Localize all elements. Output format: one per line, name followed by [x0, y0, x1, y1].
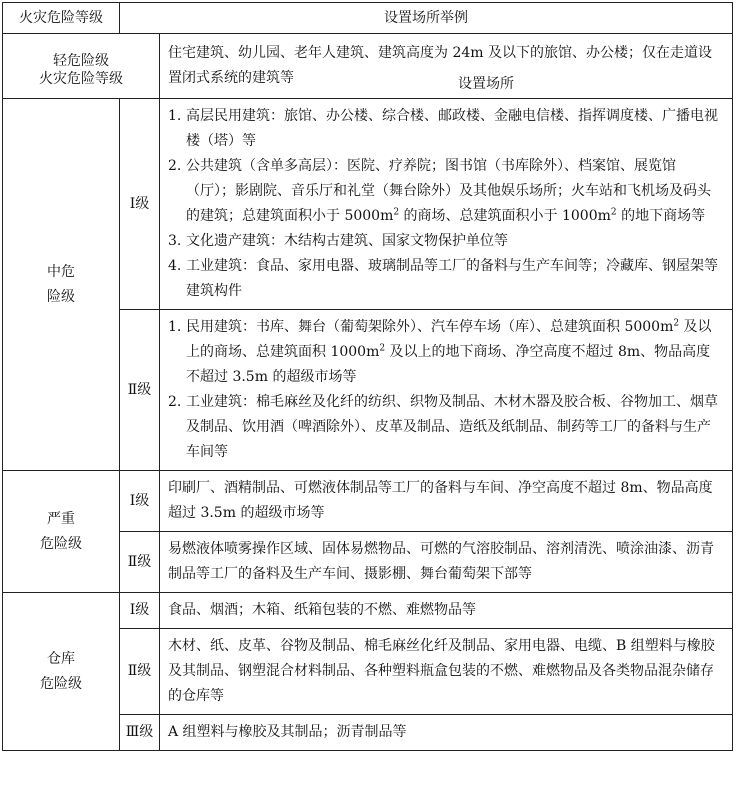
item-text: 工业建筑：棉毛麻丝及化纤的纺织、织物及制品、木材木器及胶合板、谷物加工、烟草及制品、饮用酒（啤酒除外）、皮革及制品、造纸及纸制品、制药等工厂的备料与生产车间等: [186, 394, 718, 460]
medium-grade1-row: [3, 99, 733, 310]
warehouse-grade1-label: Ⅰ级: [120, 593, 160, 629]
warehouse-label-line2: 危险级: [40, 675, 82, 692]
list-item: [168, 254, 724, 304]
severe-grade2-label: Ⅱ级: [120, 532, 160, 593]
severe-grade2-examples: 易燃液体喷雾操作区域、固体易燃物品、可燃的气溶胶制品、溶剂清洗、喷涂油漆、沥青制品等工厂的备料及生产车间、摄影棚、舞台葡萄架下部等: [160, 532, 733, 593]
light-hazard-label-overlay: 火灾危险等级: [39, 71, 123, 87]
severe-grade1-examples: 印刷厂、酒精制品、可燃液体制品等工厂的备料与车间、净空高度不超过 8m、物品高度超过 3.5m 的超级市场等: [160, 471, 733, 532]
severe-label-line2: 危险级: [40, 535, 82, 552]
item-text: 高层民用建筑：旅馆、办公楼、综合楼、邮政楼、金融电信楼、指挥调度楼、广播电视楼（塔）等: [186, 108, 718, 149]
superscript: 2: [610, 207, 617, 218]
item-text: [186, 315, 724, 390]
medium-grade2-examples: [160, 310, 733, 471]
item-number: 4.: [168, 258, 182, 274]
severe-grade1-row: [3, 471, 733, 532]
light-hazard-text: 住宅建筑、幼儿园、老年人建筑、建筑高度为 24m 及以下的旅馆、办公楼；仅在走道设置闭式系统的建筑等: [168, 45, 712, 86]
medium-label-line2: 险级: [47, 288, 75, 305]
item-text: 工业建筑：食品、家用电器、玻璃制品等工厂的备料与生产车间等；冷藏库、钢屋架等建筑构件: [186, 258, 718, 299]
light-hazard-label: [3, 34, 160, 99]
severe-label-line1: 严重: [47, 510, 75, 527]
warehouse-grade3-label: Ⅲ级: [120, 715, 160, 751]
warehouse-grade2-examples: 木材、纸、皮革、谷物及制品、棉毛麻丝化纤及制品、家用电器、电缆、B 组塑料与橡胶及其制品、钢塑混合材料制品、各种塑料瓶盒包装的不燃、难燃物品及各类物品混杂储存的仓库等: [160, 629, 733, 715]
superscript: 2: [379, 343, 386, 354]
superscript: 2: [393, 207, 400, 218]
item-number: 1.: [168, 319, 182, 335]
warehouse-grade1-examples: 食品、烟酒；木箱、纸箱包装的不燃、难燃物品等: [160, 593, 733, 629]
severe-grade1-label: Ⅰ级: [120, 471, 160, 532]
item-number: 2.: [168, 394, 182, 410]
light-hazard-label-text: 轻危险级: [53, 53, 109, 69]
list-item: [168, 390, 724, 465]
item-text-part: 的商场、总建筑面积小于 1000m: [399, 208, 611, 224]
medium-label-line1: 中危: [47, 263, 75, 280]
warehouse-grade3-examples: A 组塑料与橡胶及其制品；沥青制品等: [160, 715, 733, 751]
list-item: [168, 104, 724, 154]
severe-hazard-label: [3, 471, 120, 593]
item-text-part: 民用建筑：书库、舞台（葡萄架除外）、汽车停车场（库）、总建筑面积 5000m: [186, 319, 674, 335]
list-item: [168, 315, 724, 390]
warehouse-grade2-label: Ⅱ级: [120, 629, 160, 715]
item-text: 文化遗产建筑：木结构古建筑、国家文物保护单位等: [186, 233, 508, 249]
warehouse-grade1-row: [3, 593, 733, 629]
light-hazard-overlay: 设置场所: [458, 76, 514, 92]
item-text-part: 及以上的地下商场、净空高度不超过 8m、物品高度不超过 3.5m 的超级市场等: [186, 344, 711, 385]
item-text-part: 的地下商场等: [616, 208, 706, 224]
item-number: 1.: [168, 108, 182, 124]
item-text-part: 公共建筑（含单多高层）：医院、疗养院；图书馆（书库除外）、档案馆、展览馆（厅）；影剧院、音乐厅和礼堂（舞台除外）及其他娱乐场所；火车站和飞机场及码头的建筑；总建筑面积小于 5000m: [186, 158, 711, 224]
item-text: [186, 154, 724, 229]
item-text-part: 及以上的商场、总建筑面积 1000m: [186, 319, 712, 360]
list-item: [168, 229, 724, 254]
superscript: 2: [673, 318, 680, 329]
medium-hazard-label: [3, 99, 120, 471]
header-row: [3, 3, 733, 34]
item-number: 2.: [168, 158, 182, 174]
list-item: [168, 154, 724, 229]
header-hazard-level: 火灾危险等级: [3, 3, 120, 34]
item-number: 3.: [168, 233, 182, 249]
medium-grade1-examples: [160, 99, 733, 310]
medium-grade2-label: Ⅱ级: [120, 310, 160, 471]
warehouse-hazard-label: [3, 593, 120, 751]
warehouse-label-line1: 仓库: [47, 650, 75, 667]
header-examples: 设置场所举例: [120, 3, 733, 34]
fire-hazard-classification-table: [2, 2, 733, 751]
medium-grade1-label: Ⅰ级: [120, 99, 160, 310]
light-hazard-examples: [160, 34, 733, 99]
light-hazard-row: [3, 34, 733, 99]
